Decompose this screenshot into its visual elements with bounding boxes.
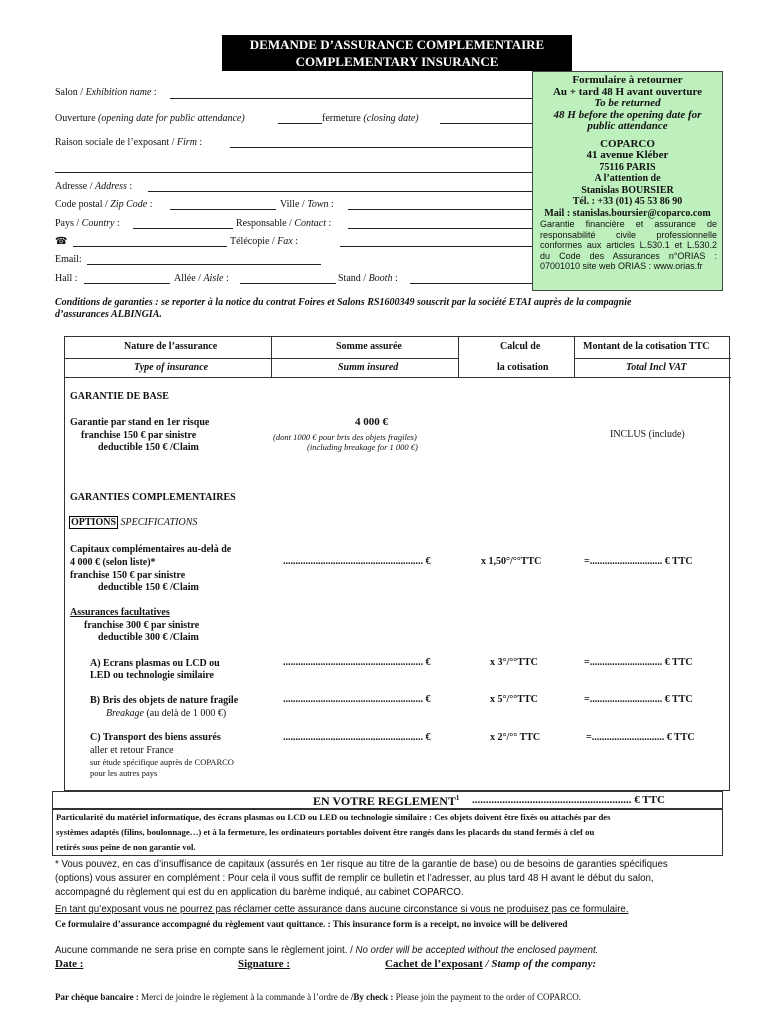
company-street: 41 avenue Kléber xyxy=(586,149,669,161)
hall-field[interactable] xyxy=(84,283,170,284)
date-field[interactable]: Date : xyxy=(55,958,84,970)
contact-name: Stanislas BOURSIER xyxy=(581,184,674,196)
form-title xyxy=(222,35,572,71)
option-b-line-1: B) Bris des objets de nature fragile xyxy=(90,695,239,706)
option-a-total-field[interactable]: =............................. € TTC xyxy=(584,657,693,668)
capital-line-1: Capitaux complémentaires au-delà de xyxy=(70,544,232,555)
firm-label: Raison sociale de l’exposant / Firm : xyxy=(55,137,203,148)
email-label: Email: xyxy=(55,254,82,265)
payment-total-field[interactable]: .......................................................... € TTC xyxy=(472,794,665,806)
capital-total-field[interactable]: =............................. € TTC xyxy=(584,556,693,567)
header-montant: Montant de la cotisation TTC xyxy=(583,341,710,352)
option-b-line-2: Breakage (au delà de 1 000 €) xyxy=(106,708,227,719)
contact-phone: Tél. : +33 (01) 45 53 86 90 xyxy=(572,196,683,207)
header-nature-en: Type of insurance xyxy=(134,362,209,373)
base-amount-note-1: (dont 1000 € pour bris des objets fragiles) xyxy=(273,432,417,442)
opening-date-label: Ouverture (opening date for public attendance) xyxy=(55,113,245,124)
booth-label: Stand / Booth : xyxy=(338,273,398,284)
capital-line-2: 4 000 € (selon liste)* xyxy=(70,557,156,568)
payment-instructions: Par chèque bancaire : Merci de joindre le règlement à la commande à l’ordre de /By check : Please join the payment to the order of COPARCO. xyxy=(55,992,581,1002)
note-line-4: En tant qu’exposant vous ne pourrez pas réclamer cette assurance dans aucune circonstance si vous ne produisez pas ce formulaire. xyxy=(55,904,629,915)
note-line-2: (options) vous assurer en complément : Pour cela il vous suffit de remplir ce bulletin et l’adresser, au plus tard 48 H avant le début du salon, xyxy=(55,873,654,884)
contact-label: Responsable / Contact : xyxy=(236,218,332,229)
capital-sum-field[interactable]: ........................................................ € xyxy=(283,556,431,567)
note-no-order: Aucune commande ne sera prise en compte sans le règlement joint. / No order will be accepted without the enclosed payment. xyxy=(55,945,599,956)
booth-field[interactable] xyxy=(410,283,532,284)
town-field[interactable] xyxy=(348,209,532,210)
signature-field[interactable]: Signature : xyxy=(238,958,291,970)
header-calcul-2: la cotisation xyxy=(497,362,549,373)
phone-field[interactable] xyxy=(73,246,227,247)
capital-line-4: deductible 150 € /Claim xyxy=(98,582,199,593)
fax-label: Télécopie / Fax : xyxy=(230,236,299,247)
base-amount: 4 000 € xyxy=(355,416,388,428)
aisle-field[interactable] xyxy=(240,283,336,284)
address-field[interactable] xyxy=(148,191,532,192)
address-label: Adresse / Address : xyxy=(55,181,133,192)
note-receipt: Ce formulaire d’assurance accompagné du règlement vaut quittance. : This insurance form is a receipt, no invoice will be delivered xyxy=(55,919,568,929)
note-line-3: accompagné du règlement qui est du en application du barème indiqué, au cabinet COPARCO. xyxy=(55,887,464,898)
country-label: Pays / Country : xyxy=(55,218,120,229)
option-a-sum-field[interactable]: ........................................................ € xyxy=(283,657,431,668)
it-notice-line-3: retirés sous peine de non garantie vol. xyxy=(56,842,196,852)
return-label-en: To be returned xyxy=(594,97,661,109)
capital-rate: x 1,50°/°°TTC xyxy=(481,556,542,567)
optional-line-1: franchise 300 € par sinistre xyxy=(84,620,200,631)
option-c-rate: x 2°/°° TTC xyxy=(490,732,541,743)
base-line-3: deductible 150 € /Claim xyxy=(98,442,199,453)
option-b-total-field[interactable]: =............................. € TTC xyxy=(584,694,693,705)
it-notice-line-1: Particularité du matériel informatique, des écrans plasmas ou LCD ou LED ou technologie similaire : Ces objets doivent être fixés ou attachés par des xyxy=(56,812,611,822)
aisle-label: Allée / Aisle : xyxy=(174,273,229,284)
email-field[interactable] xyxy=(87,264,321,265)
contact-field[interactable] xyxy=(348,228,532,229)
option-a-line-2: LED ou technologie similaire xyxy=(90,670,214,681)
hall-label: Hall : xyxy=(55,273,78,284)
conditions-line-1: Conditions de garanties : se reporter à la notice du contrat Foires et Salons RS1600349 souscrit par la société ETAI auprès de la compagnie xyxy=(55,297,632,308)
title-line-2: COMPLEMENTARY INSURANCE xyxy=(295,54,499,69)
return-deadline-en: 48 H before the opening date for xyxy=(553,108,702,121)
specifications-label: SPECIFICATIONS xyxy=(120,517,198,528)
option-c-line-4: pour les autres pays xyxy=(90,768,158,778)
base-amount-note-2: (including breakage for 1 000 €) xyxy=(307,442,418,452)
option-c-line-3: sur étude spécifique auprès de COPARCO xyxy=(90,757,234,767)
option-a-rate: x 3°/°°TTC xyxy=(490,657,538,668)
option-c-sum-field[interactable]: ........................................................ € xyxy=(283,732,431,743)
options-label: OPTIONS xyxy=(71,517,117,528)
legal-notice: Garantie financière et assurance de responsabilité civile professionnelle conformes aux articles L.530.1 et L.530.2 du Code des Assurances n°ORIAS : 07001010 site web ORIAS : www.orias.fr xyxy=(540,219,717,271)
stamp-field[interactable]: Cachet de l’exposant / Stamp of the company: xyxy=(385,958,597,970)
title-line-1: DEMANDE D’ASSURANCE COMPLEMENTAIRE xyxy=(249,37,545,52)
closing-date-label: fermeture (closing date) xyxy=(322,113,419,124)
return-deadline-fr: Au + tard 48 H avant ouverture xyxy=(552,85,703,98)
option-b-sum-field[interactable]: ........................................................ € xyxy=(283,694,431,705)
base-line-2: franchise 150 € par sinistre xyxy=(81,430,197,441)
opening-date-field[interactable] xyxy=(278,123,322,124)
option-c-total-field[interactable]: =............................. € TTC xyxy=(586,732,695,743)
company-city: 75116 PARIS xyxy=(599,161,656,173)
comp-heading: GARANTIES COMPLEMENTAIRES xyxy=(70,492,236,503)
header-nature: Nature de l’assurance xyxy=(124,341,218,352)
return-instructions-box xyxy=(532,71,723,291)
salon-field[interactable] xyxy=(170,98,532,99)
country-field[interactable] xyxy=(133,228,233,229)
options-row xyxy=(69,517,197,528)
optional-heading: Assurances facultatives xyxy=(70,607,170,618)
header-somme: Somme assurée xyxy=(336,341,402,352)
closing-date-field[interactable] xyxy=(440,123,532,124)
zip-code-field[interactable] xyxy=(170,209,276,210)
optional-line-2: deductible 300 € /Claim xyxy=(98,632,199,643)
firm-field-line-2[interactable] xyxy=(55,172,532,173)
base-line-1: Garantie par stand en 1er risque xyxy=(70,417,210,428)
base-heading: GARANTIE DE BASE xyxy=(70,391,169,402)
town-label: Ville / Town : xyxy=(280,199,334,210)
salon-label: Salon / Exhibition name : xyxy=(55,87,157,98)
base-included: INCLUS (include) xyxy=(610,429,685,440)
option-c-line-1: C) Transport des biens assurés xyxy=(90,732,221,743)
header-montant-en: Total Incl VAT xyxy=(626,362,687,373)
fax-field[interactable] xyxy=(340,246,532,247)
capital-line-3: franchise 150 € par sinistre xyxy=(70,570,186,581)
option-a-line-1: A) Ecrans plasmas ou LCD ou xyxy=(90,658,220,669)
it-notice-line-2: systèmes adaptés (filins, boulonnage…) et à la fermeture, les ordinateurs portables doivent être rangés dans les placards du stand fermés à clef ou xyxy=(56,827,595,837)
header-somme-en: Summ insured xyxy=(338,362,399,373)
zip-code-label: Code postal / Zip Code : xyxy=(55,199,153,210)
note-line-1: * Vous pouvez, en cas d’insuffisance de capitaux (assurés en 1er risque au titre de la garantie de base) ou de besoins de garanties spécifiques xyxy=(55,859,668,870)
phone-icon: ☎ xyxy=(55,236,68,247)
payment-total-label: EN VOTRE REGLEMENT$^1$ xyxy=(313,794,460,808)
return-deadline-en-2: public attendance xyxy=(587,120,668,132)
attention-label: A l’attention de xyxy=(594,173,661,184)
header-calcul: Calcul de xyxy=(500,341,541,352)
option-c-line-2: aller et retour France xyxy=(90,745,174,756)
conditions-line-2: d’assurances ALBINGIA. xyxy=(55,309,162,320)
return-form-label: Formulaire à retourner xyxy=(572,74,683,86)
option-b-rate: x 5°/°°TTC xyxy=(490,694,538,705)
contact-email: Mail : stanislas.boursier@coparco.com xyxy=(544,207,711,219)
firm-field[interactable] xyxy=(230,147,532,148)
company-name: COPARCO xyxy=(600,137,655,150)
